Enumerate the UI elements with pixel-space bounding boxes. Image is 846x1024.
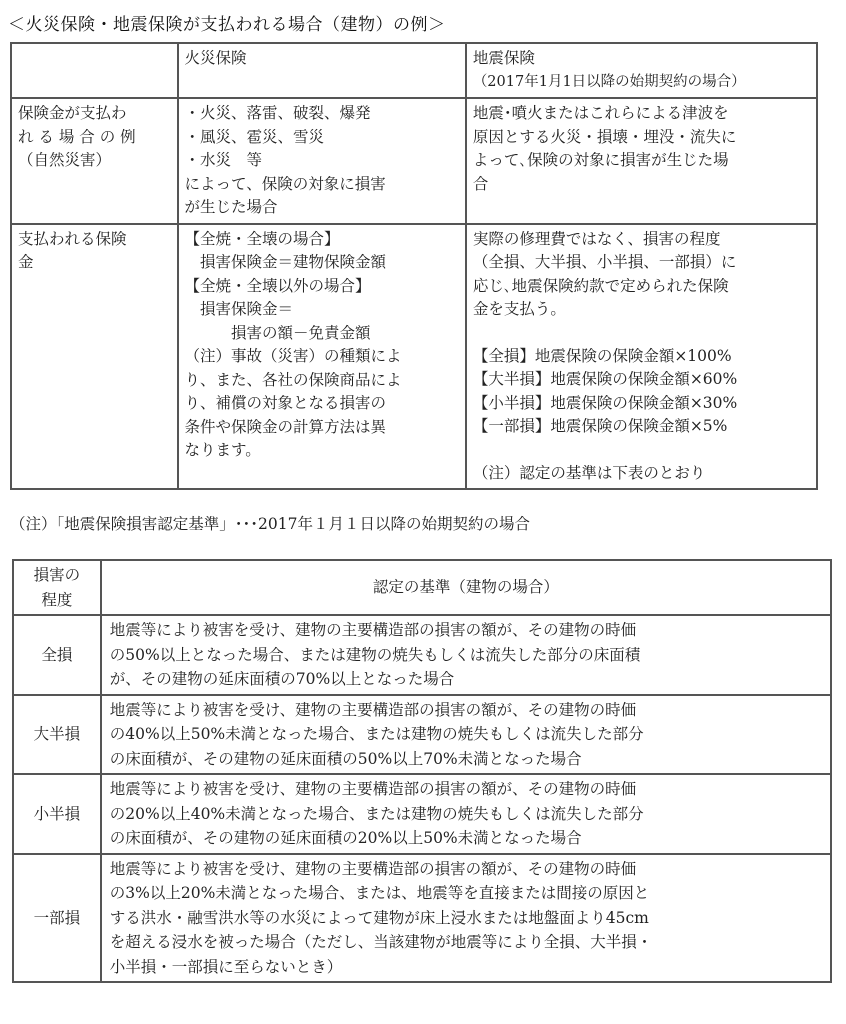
document-title: ＜火災保険・地震保険が支払われる場合（建物）の例＞	[8, 15, 446, 35]
row-label-payout-cases	[11, 98, 178, 224]
text-line: よって､保険の対象に損害が生じた場	[472, 151, 729, 169]
text-line: 地震･噴火またはこれらによる津波を	[472, 104, 729, 122]
text-line: の40%以上50%未満となった場合、または建物の焼失もしくは流失した部分	[109, 725, 644, 743]
text-line: ・風災、雹災、雪災	[184, 127, 325, 146]
header-criteria: 認定の基準（建物の場合）	[101, 560, 831, 615]
text-line: 地震等により被害を受け、建物の主要構造部の損害の額が、その建物の時価	[109, 700, 637, 719]
text-line: 損害の額－免責金額	[184, 323, 371, 342]
text-line: 地震等により被害を受け、建物の主要構造部の損害の額が、その建物の時価	[109, 859, 637, 878]
fire-payout-cases	[178, 98, 466, 224]
text-line: ・水災 等	[184, 151, 263, 169]
table-row	[13, 774, 831, 854]
text-line: の床面積が、その建物の延床面積の20%以上50%未満となった場合	[109, 829, 582, 847]
header-line: 損害の	[33, 566, 81, 584]
earthquake-payout-cases	[466, 98, 817, 224]
header-fire-insurance	[178, 43, 466, 98]
header-line: 程度	[41, 590, 73, 609]
text-line: 損害保険金＝	[184, 300, 294, 318]
text-line: によって、保険の対象に損害	[184, 174, 386, 193]
text-line: 損害保険金＝建物保険金額	[184, 253, 387, 271]
table-header-row	[11, 43, 817, 98]
fire-payout-amount	[178, 224, 466, 490]
label-line: れ る 場 合 の 例	[18, 127, 136, 146]
text-line: する洪水・融雪洪水等の水災によって建物が床上浸水または地盤面より45cm	[109, 908, 649, 927]
text-line: 条件や保険金の計算方法は異	[184, 417, 387, 436]
text-line: 応じ､地震保険約款で定められた保険	[472, 276, 729, 295]
criteria-text	[101, 615, 831, 695]
table-row	[13, 695, 831, 775]
text-line: （全損、大半損、小半損、一部損）に	[472, 253, 737, 271]
label-line: 保険金が支払わ	[18, 104, 127, 122]
spacer	[473, 439, 810, 462]
criteria-text	[101, 774, 831, 854]
text-line: り、補償の対象となる損害の	[184, 394, 387, 412]
text-line: が生じた場合	[184, 198, 278, 216]
text-line: ・火災、落雷、破裂、爆発	[184, 104, 371, 122]
text-line: 地震等により被害を受け、建物の主要構造部の損害の額が、その建物の時価	[109, 780, 637, 798]
damage-level: 全損	[13, 615, 101, 695]
rate-line-small-half-loss: 【小半損】地震保険の保険金額×30%	[472, 393, 738, 412]
text-line: 原因とする火災・損壊・埋没・流失に	[472, 127, 737, 146]
table-row	[13, 615, 831, 695]
header-damage-level	[13, 560, 101, 615]
earthquake-payout-amount	[466, 224, 817, 490]
spacer	[473, 322, 810, 345]
table-header-row	[13, 560, 831, 615]
text-line: 【全焼・全壊の場合】	[184, 229, 340, 248]
label-line: 支払われる保険	[18, 229, 127, 248]
text-line: 実際の修理費ではなく、損害の程度	[472, 229, 721, 248]
text-line: 【全焼・全壊以外の場合】	[184, 276, 371, 295]
damage-level: 大半損	[13, 695, 101, 775]
text-line: 小半損・一部損に至らないとき）	[109, 957, 343, 976]
damage-level: 一部損	[13, 854, 101, 983]
criteria-text	[101, 854, 831, 983]
header-earthquake-insurance	[466, 43, 817, 98]
fire-insurance-heading: 火災保険	[184, 49, 247, 67]
rate-line-partial-loss: 【一部損】地震保険の保険金額×5%	[472, 417, 728, 435]
text-line: 地震等により被害を受け、建物の主要構造部の損害の額が、その建物の時価	[109, 621, 637, 639]
row-label-payout-amount	[11, 224, 178, 490]
earthquake-insurance-heading: 地震保険	[472, 49, 535, 67]
label-line: （自然災害）	[18, 151, 112, 169]
criteria-note: （注）認定の基準は下表のとおり	[472, 463, 706, 482]
damage-criteria-table	[12, 559, 832, 983]
damage-level: 小半損	[13, 774, 101, 854]
text-line: 金を支払う。	[472, 300, 566, 318]
table-row	[11, 98, 817, 224]
table-row	[11, 224, 817, 490]
text-line: の3%以上20%未満となった場合、または、地震等を直接または間接の原因と	[109, 884, 650, 902]
text-line: の床面積が、その建物の延床面積の50%以上70%未満となった場合	[109, 749, 582, 768]
text-line: の20%以上40%未満となった場合、または建物の焼失もしくは流失した部分	[109, 804, 644, 823]
rate-line-total-loss: 【全損】地震保険の保険金額×100%	[472, 346, 732, 365]
text-line: り、また、各社の保険商品によ	[184, 370, 402, 389]
text-line: （注）事故（災害）の種類によ	[184, 347, 402, 365]
rate-line-large-half-loss: 【大半損】地震保険の保険金額×60%	[472, 370, 738, 388]
text-line: が、その建物の延床面積の70%以上となった場合	[109, 670, 455, 688]
insurance-comparison-table	[10, 42, 818, 490]
text-line: を超える浸水を被った場合（ただし、当該建物が地震等により全損、大半損・	[109, 933, 653, 951]
criteria-standard-note: （注）「地震保険損害認定基準」･･･2017年１月１日以降の始期契約の場合	[10, 515, 530, 533]
criteria-text	[101, 695, 831, 775]
earthquake-insurance-subheading: （2017年1月1日以降の始期契約の場合）	[472, 73, 746, 90]
table-row	[13, 854, 831, 983]
text-line: 合	[472, 174, 489, 193]
text-line: なります。	[184, 441, 261, 459]
label-line: 金	[18, 253, 34, 271]
text-line: の50%以上となった場合、または建物の焼失もしくは流失した部分の床面積	[109, 645, 641, 664]
header-empty-cell	[11, 43, 178, 98]
